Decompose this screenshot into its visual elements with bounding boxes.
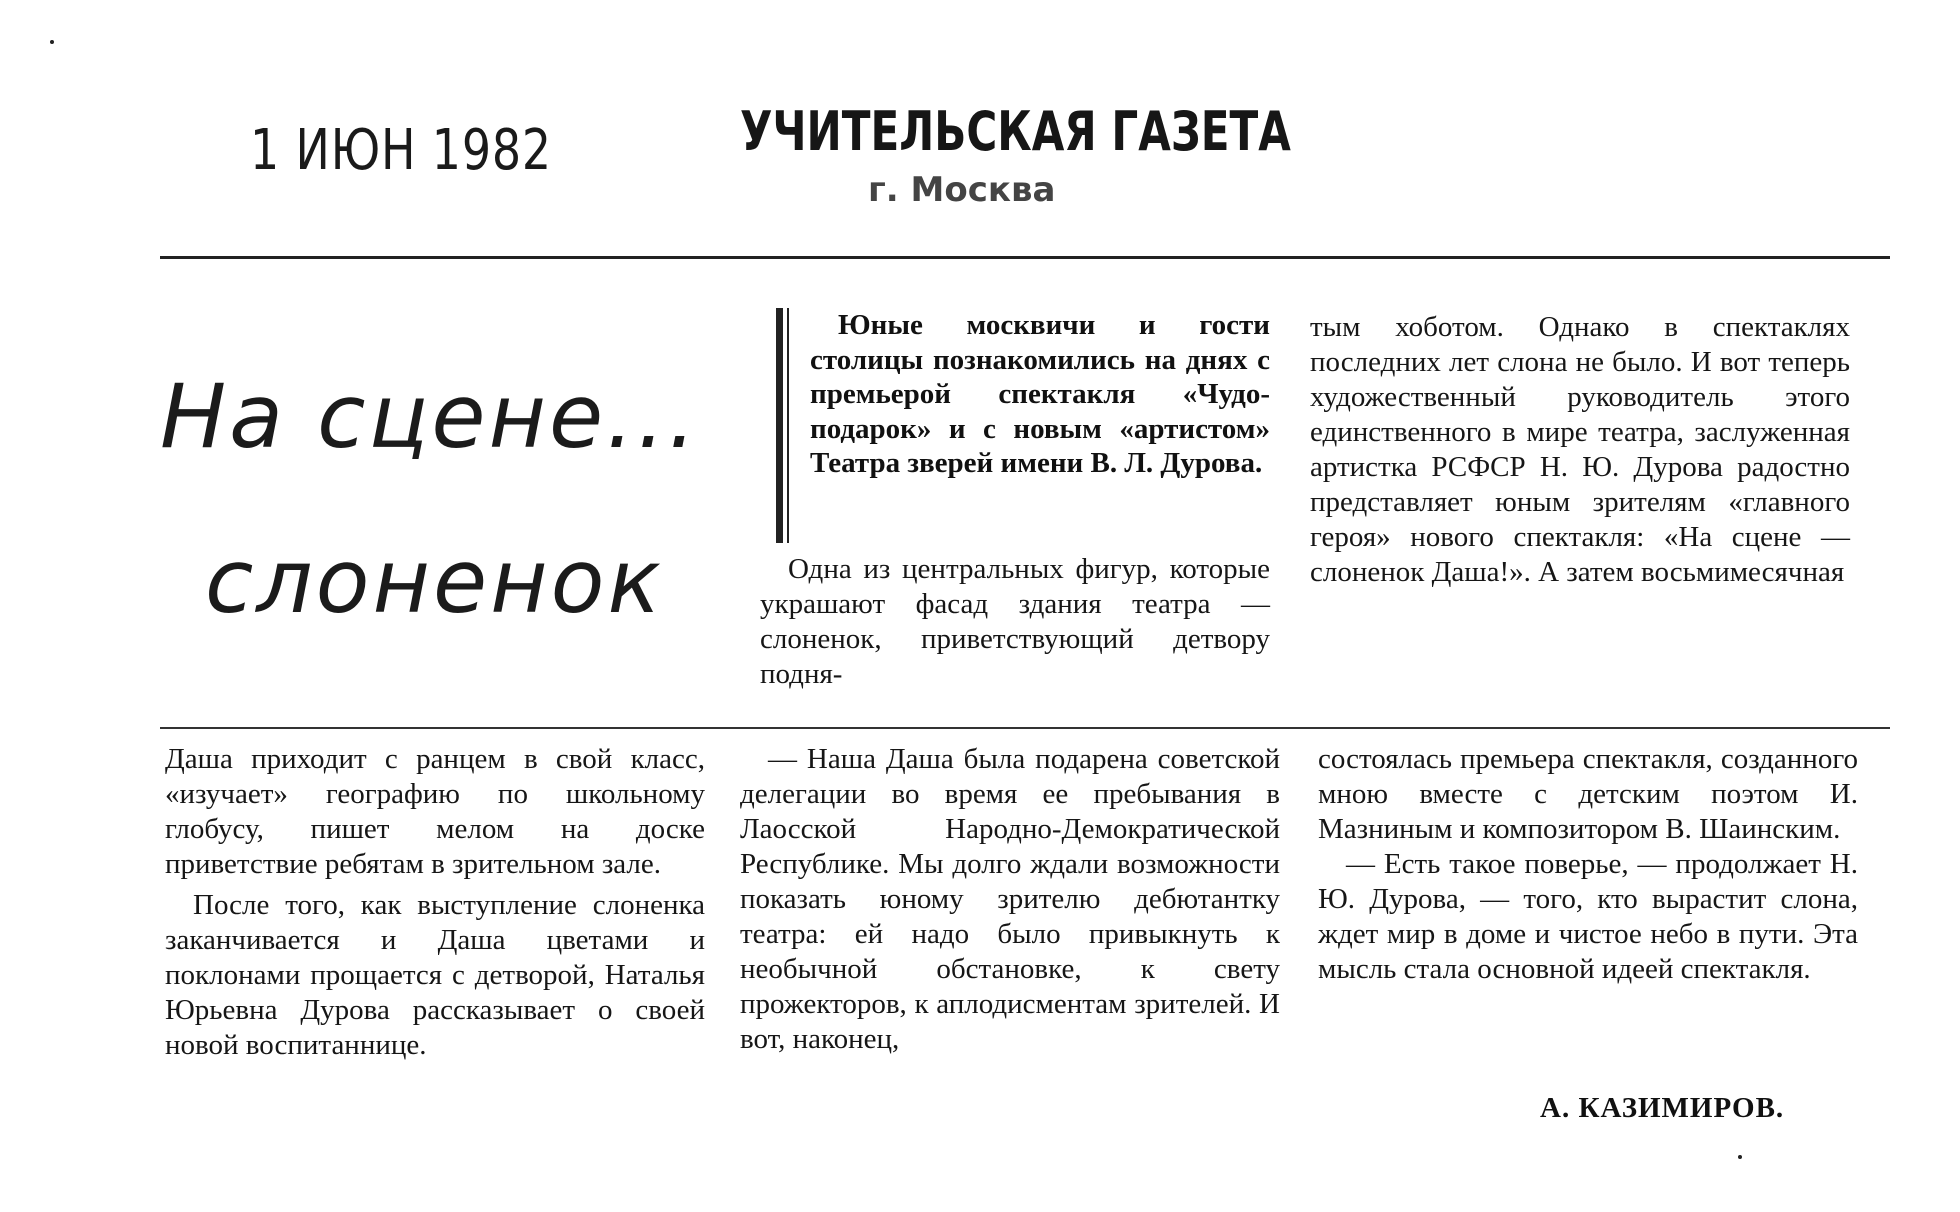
print-speck bbox=[50, 40, 54, 44]
newspaper-name-stamp: УЧИТЕЛЬСКАЯ ГАЗЕТА bbox=[740, 100, 1291, 163]
author-signature: А. КАЗИМИРОВ. bbox=[1540, 1092, 1785, 1124]
article-column-top-2 bbox=[1310, 310, 1850, 590]
top-divider bbox=[160, 256, 1890, 259]
article-lead bbox=[810, 308, 1270, 481]
paragraph: После того, как выступление слоненка заканчивается и Даша цветами и поклонами прощается с детворой, Наталья Юрьевна Дурова рассказывает о своей новой воспитаннице. bbox=[165, 889, 705, 1061]
paragraph: состоялась премьера спектакля, созданного мною вместе с детским поэтом И. Мазниным и композитором В. Шаинским. bbox=[1318, 743, 1858, 845]
paragraph: тым хоботом. Однако в спектаклях последних лет слона не было. И вот теперь художественный руководитель этого единственного в мире театра, заслуженная артистка РСФСР Н. Ю. Дурова радостно представляет юным зрителям «главного героя» нового спектакля: «На сцене — слоненок Даша!». А затем восьмимесячная bbox=[1310, 311, 1850, 588]
headline-line-2: слоненок bbox=[205, 530, 664, 633]
middle-divider bbox=[160, 727, 1890, 729]
lead-paragraph: Юные москвичи и гости столицы познакомились на днях с премьерой спектакля «Чудо-подарок» и с новым «артистом» Театра зверей имени В. Л. Дурова. bbox=[810, 309, 1270, 479]
newspaper-city-stamp: г. Москва bbox=[868, 170, 1056, 210]
article-column-bottom-1 bbox=[165, 742, 705, 1063]
paragraph: — Есть такое поверье, — продолжает Н. Ю. Дурова, — того, кто вырастит слона, ждет мир в доме и чистое небо в пути. Эта мысль стала основной идеей спектакля. bbox=[1318, 848, 1858, 985]
article-column-top-1 bbox=[760, 552, 1270, 692]
paragraph: — Наша Даша была подарена советской делегации во время ее пребывания в Лаосской Народно-Демократической Республике. Мы долго ждали возможности показать юному зрителю дебютантку театра: ей надо было привыкнуть к необычной обстановке, к свету прожекторов, к аплодисментам зрителей. И вот, наконец, bbox=[740, 743, 1280, 1055]
lead-marker-bar bbox=[776, 308, 783, 543]
article-column-bottom-2 bbox=[740, 742, 1280, 1057]
paragraph: Одна из центральных фигур, которые украшают фасад здания театра — слоненок, приветствующий детвору подня- bbox=[760, 553, 1270, 690]
article-column-bottom-3 bbox=[1318, 742, 1858, 987]
paragraph: Даша приходит с ранцем в свой класс, «изучает» географию по школьному глобусу, пишет мелом на доске приветствие ребятам в зрительном зале. bbox=[165, 743, 705, 880]
print-speck bbox=[1738, 1155, 1742, 1159]
lead-marker-thin-bar bbox=[787, 308, 789, 543]
headline-line-1: На сцене... bbox=[160, 365, 700, 468]
clipping-date-stamp: 1 ИЮН 1982 bbox=[250, 118, 552, 183]
